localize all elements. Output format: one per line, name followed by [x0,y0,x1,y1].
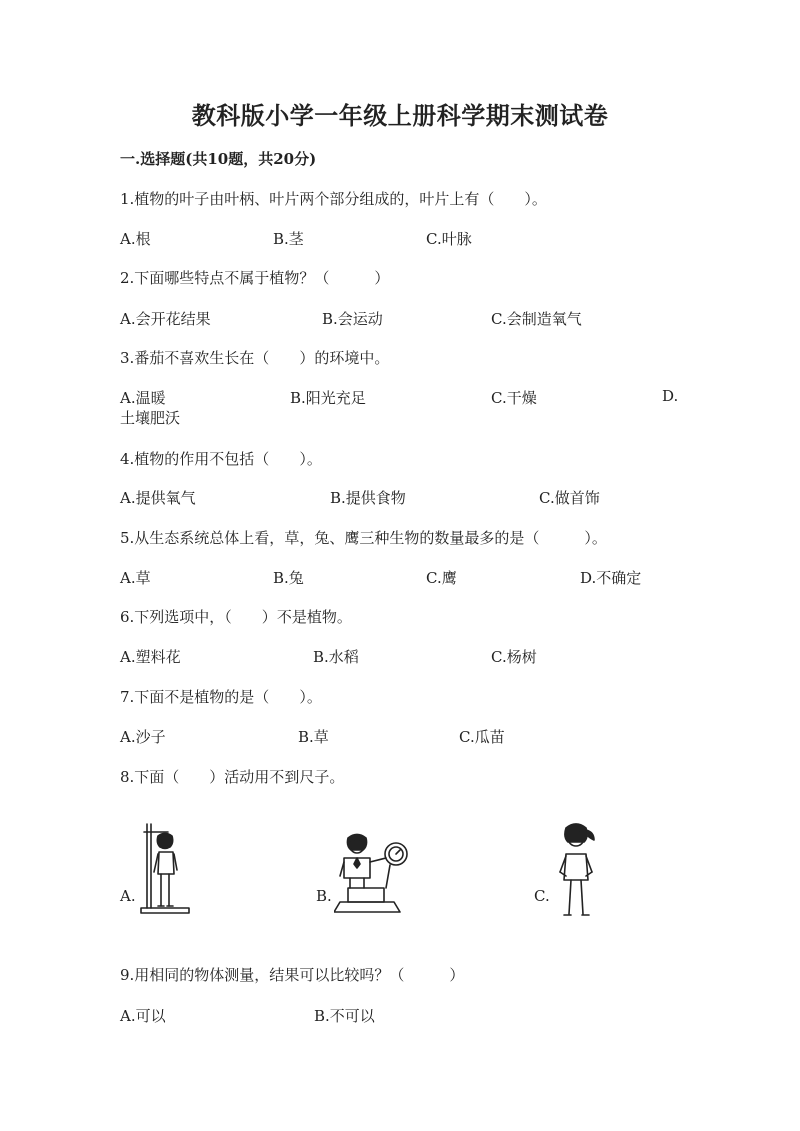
q8-option-a[interactable]: A. [120,887,136,905]
q7-option-c[interactable]: C.瓜苗 [459,728,505,746]
q4-option-c[interactable]: C.做首饰 [539,489,600,507]
q3-option-d[interactable]: D. [662,387,679,405]
q4-option-a[interactable]: A.提供氧气 [120,489,196,507]
q5-option-a[interactable]: A.草 [120,569,151,587]
q3-option-d-text: 土壤肥沃 [120,409,181,427]
q1-option-a[interactable]: A.根 [120,230,151,248]
question-9: 9.用相同的物体测量，结果可以比较吗？（ ） [120,966,465,984]
q2-option-c[interactable]: C.会制造氧气 [491,310,582,328]
q8-option-b[interactable]: B. [316,887,332,905]
q2-option-b[interactable]: B.会运动 [322,310,383,328]
question-1: 1.植物的叶子由叶柄、叶片两个部分组成的，叶片上有（ ）。 [120,190,547,208]
q1-option-b[interactable]: B.茎 [273,230,304,248]
weighing-scale-child-icon [334,830,414,916]
question-4: 4.植物的作用不包括（ ）。 [120,450,322,468]
question-6: 6.下列选项中，（ ）不是植物。 [120,608,352,626]
question-3: 3.番茄不喜欢生长在（ ）的环境中。 [120,349,390,367]
standing-girl-icon [552,820,600,920]
question-2: 2.下面哪些特点不属于植物？（ ） [120,269,390,287]
page-title: 教科版小学一年级上册科学期末测试卷 [191,101,609,130]
q3-option-b[interactable]: B.阳光充足 [290,389,366,407]
q5-option-b[interactable]: B.兔 [273,569,304,587]
height-measuring-child-icon [140,822,192,914]
q3-option-c[interactable]: C.干燥 [491,389,537,407]
q2-option-a[interactable]: A.会开花结果 [120,310,211,328]
q6-option-b[interactable]: B.水稻 [313,648,359,666]
q6-option-c[interactable]: C.杨树 [491,648,537,666]
q9-option-a[interactable]: A.可以 [120,1007,166,1025]
q7-option-a[interactable]: A.沙子 [120,728,166,746]
q6-option-a[interactable]: A.塑料花 [120,648,181,666]
q4-option-b[interactable]: B.提供食物 [330,489,406,507]
q9-option-b[interactable]: B.不可以 [314,1007,375,1025]
q7-option-b[interactable]: B.草 [298,728,329,746]
section-heading: 一.选择题(共10题，共20分) [120,150,317,168]
question-5: 5.从生态系统总体上看，草，兔、鹰三种生物的数量最多的是（ ）。 [120,529,607,547]
question-8: 8.下面（ ）活动用不到尺子。 [120,768,345,786]
q5-option-d[interactable]: D.不确定 [580,569,642,587]
question-7: 7.下面不是植物的是（ ）。 [120,688,322,706]
q8-option-c[interactable]: C. [534,887,550,905]
q3-option-a[interactable]: A.温暖 [120,389,166,407]
q1-option-c[interactable]: C.叶脉 [426,230,472,248]
q5-option-c[interactable]: C.鹰 [426,569,457,587]
